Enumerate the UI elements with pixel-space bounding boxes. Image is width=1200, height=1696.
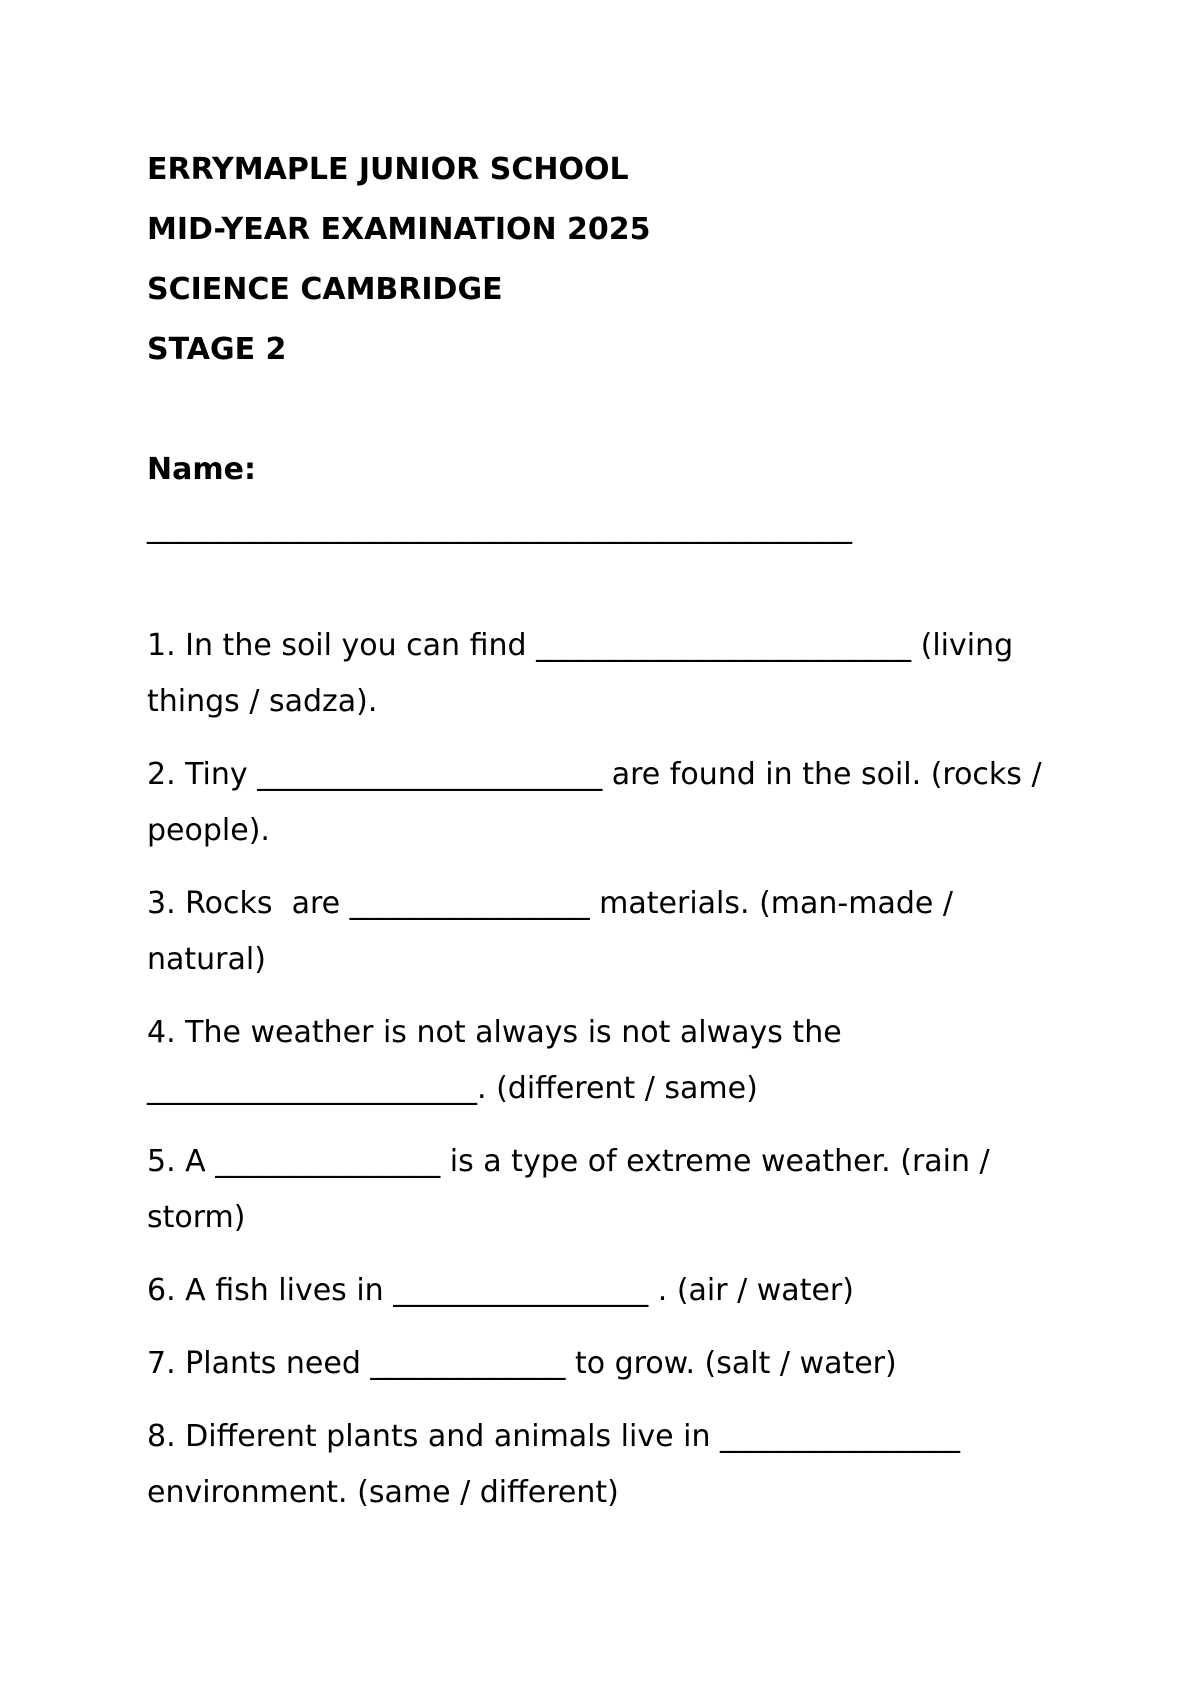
question-6: 6. A fish lives in _________________ . (air / water)	[147, 1273, 854, 1308]
exam-title: MID-YEAR EXAMINATION 2025	[147, 212, 651, 247]
school-name: ERRYMAPLE JUNIOR SCHOOL	[147, 152, 629, 187]
question-list	[147, 618, 1077, 1521]
stage-title: STAGE 2	[147, 332, 287, 367]
name-field	[147, 440, 1077, 556]
exam-page	[147, 140, 1077, 1538]
question-7: 7. Plants need _____________ to grow. (salt / water)	[147, 1346, 897, 1381]
question-5: 5. A _______________ is a type of extreme weather. (rain / storm)	[147, 1144, 1000, 1235]
question-1: 1. In the soil you can find _________________________ (living things / sadza).	[147, 628, 1023, 719]
question-8: 8. Different plants and animals live in ________________ environment. (same / different)	[147, 1419, 970, 1510]
question-2: 2. Tiny _______________________ are found in the soil. (rocks / people).	[147, 757, 1052, 848]
name-blank-line: _______________________________________________	[147, 510, 852, 545]
question-3: 3. Rocks are ________________ materials. (man-made / natural)	[147, 886, 963, 977]
subject-title: SCIENCE CAMBRIDGE	[147, 272, 503, 307]
name-label: Name:	[147, 452, 256, 487]
question-4: 4. The weather is not always is not always the ______________________. (different / same)	[147, 1015, 852, 1106]
